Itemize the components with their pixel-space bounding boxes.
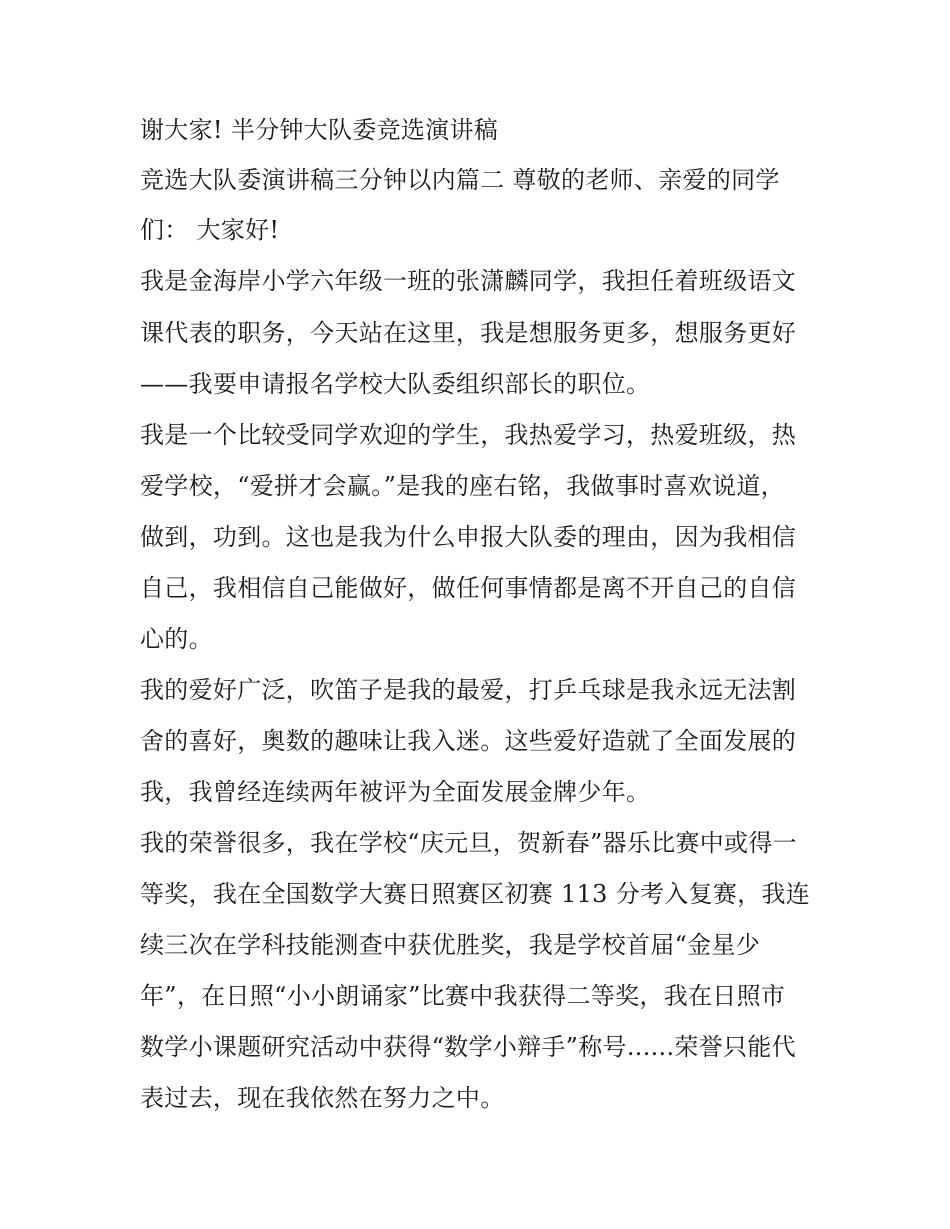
text-line: 数学小课题研究活动中获得“数学小辩手”称号......荣誉只能代 [140,1033,796,1061]
text-line: 舍的喜好，奥数的趣味让我入迷。这些爱好造就了全面发展的 [140,727,797,755]
text-line: 我是一个比较受同学欢迎的学生，我热爱学习，热爱班级，热 [140,421,797,449]
text-line: 我的爱好广泛，吹笛子是我的最爱，打乒乓球是我永远无法割 [140,676,797,704]
text-line: 课代表的职务，今天站在这里，我是想服务更多，想服务更好 [140,319,797,347]
text-line: 做到，功到。这也是我为什么申报大队委的理由，因为我相信 [140,523,797,551]
text-line: 等奖，我在全国数学大赛日照赛区初赛 113 分考入复赛，我连 [140,880,811,908]
text-line: 心的。 [140,625,213,653]
text-line: 我是金海岸小学六年级一班的张潇麟同学，我担任着班级语文 [140,267,797,295]
text-line: 自己，我相信自己能做好，做任何事情都是离不开自己的自信 [140,574,797,602]
text-line: 我，我曾经连续两年被评为全面发展金牌少年。 [140,778,651,806]
text-line: 竞选大队委演讲稿三分钟以内篇二 尊敬的老师、亲爱的同学 [140,166,780,194]
text-line: ——我要申请报名学校大队委组织部长的职位。 [140,370,651,398]
text-line: 谢大家! 半分钟大队委竞选演讲稿 [140,116,499,144]
text-line: 爱学校，“爱拼才会赢。”是我的座右铭，我做事时喜欢说道， [140,472,785,500]
text-line: 续三次在学科技能测查中获优胜奖，我是学校首届“金星少 [140,931,761,959]
text-line: 我的荣誉很多，我在学校“庆元旦，贺新春”器乐比赛中或得一 [140,829,797,857]
text-line: 年”，在日照“小小朗诵家”比赛中我获得二等奖，我在日照市 [140,982,786,1010]
text-line: 们： 大家好! [140,216,280,244]
text-line: 表过去，现在我依然在努力之中。 [140,1084,505,1112]
